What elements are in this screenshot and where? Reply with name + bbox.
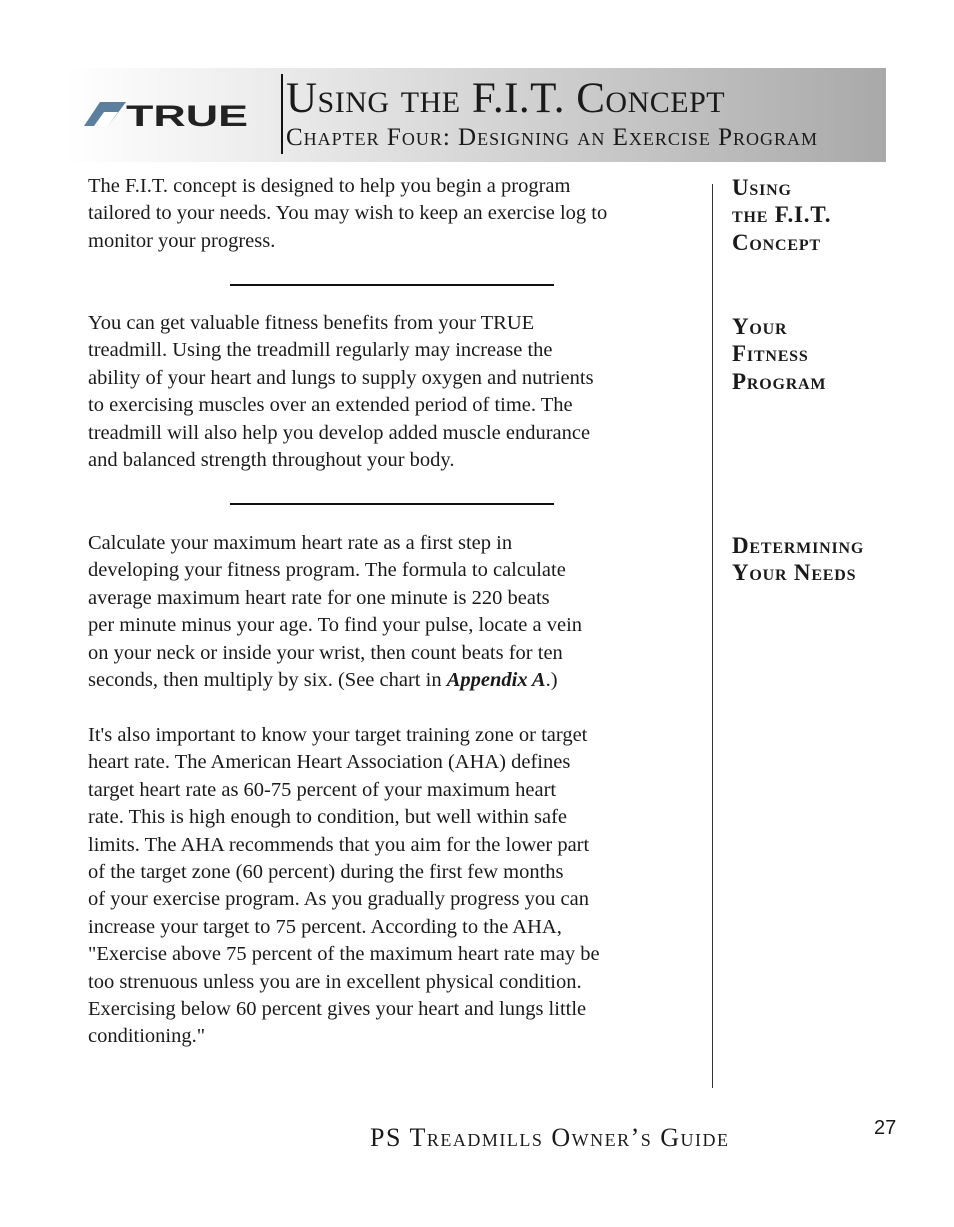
text-line: conditioning." [88,1025,206,1048]
side-heading-line: Determining [732,533,865,558]
paragraph-target-heart-rate [88,722,694,1051]
text-line: treadmill will also help you develop added muscle endurance [88,421,591,444]
paragraph-max-heart-rate [88,530,694,694]
true-logo [84,102,252,128]
text-line: Exercising below 60 percent gives your heart and lungs little [88,998,587,1021]
text-line: Calculate your maximum heart rate as a first step in [88,532,513,554]
text-line [88,667,694,694]
header-divider [281,74,283,154]
text-line: It's also important to know your target training zone or target [88,724,588,746]
text-line: target heart rate as 60-75 percent of your maximum heart [88,778,557,801]
text-line: increase your target to 75 percent. According to the AHA, [88,915,562,938]
text-line: "Exercise above 75 percent of the maximum heart rate may be [88,943,600,966]
chapter-subtitle: Chapter Four: Designing an Exercise Program [286,124,819,151]
text-line: monitor your progress. [88,229,276,252]
side-heading-line: Your [732,314,788,339]
text-line: average maximum heart rate for one minute is 220 beats [88,586,550,609]
text-line: treadmill. Using the treadmill regularly may increase the [88,339,553,362]
text-line: too strenuous unless you are in excellent physical condition. [88,970,582,993]
side-heading-line: Program [732,368,827,394]
text-line: tailored to your needs. You may wish to keep an exercise log to [88,202,608,225]
appendix-reference: Appendix A [446,669,546,692]
text-line: to exercising muscles over an extended period of time. The [88,394,573,417]
text-line: developing your fitness program. The formula to calculate [88,559,566,582]
paragraph-fit-intro [88,173,694,255]
text-line: ability of your heart and lungs to supply oxygen and nutrients [88,366,594,389]
text-line: of your exercise program. As you gradually progress you can [88,888,589,911]
text-line: of the target zone (60 percent) during the first few months [88,861,564,884]
text-run: seconds, then multiply by six. (See chart in [88,669,447,692]
text-line: rate. This is high enough to condition, but well within safe [88,806,568,829]
text-line: You can get valuable fitness benefits from your TRUE [88,312,535,334]
side-heading-determining-needs [732,532,864,587]
page-number: 27 [874,1117,897,1139]
text-line: limits. The AHA recommends that you aim for the lower part [88,833,590,856]
text-line: heart rate. The American Heart Association (AHA) defines [88,751,571,774]
page-title: Using the F.I.T. Concept [286,75,726,122]
side-heading-line: Using [732,175,792,200]
text-run: .) [545,669,558,692]
section-separator [230,503,554,505]
logo-wordmark: TRUE [126,102,248,128]
section-separator [230,284,554,286]
sidebar-divider [712,184,713,1088]
footer-guide-title: PS Treadmills Owner’s Guide [370,1123,730,1152]
side-heading-line: Fitness [732,341,809,367]
text-line: per minute minus your age. To find your pulse, locate a vein [88,614,583,637]
text-line: and balanced strength throughout your body. [88,449,455,472]
side-heading-line: Concept [732,229,821,255]
side-heading-fitness-program [732,313,826,395]
side-heading-using-fit [732,174,831,256]
paragraph-fitness-benefits [88,310,694,474]
text-line: on your neck or inside your wrist, then count beats for ten [88,641,563,664]
true-logo-mark [84,102,252,128]
text-line: The F.I.T. concept is designed to help you begin a program [88,175,571,197]
side-heading-line: Your Needs [732,560,857,586]
side-heading-line: the F.I.T. [732,202,832,228]
